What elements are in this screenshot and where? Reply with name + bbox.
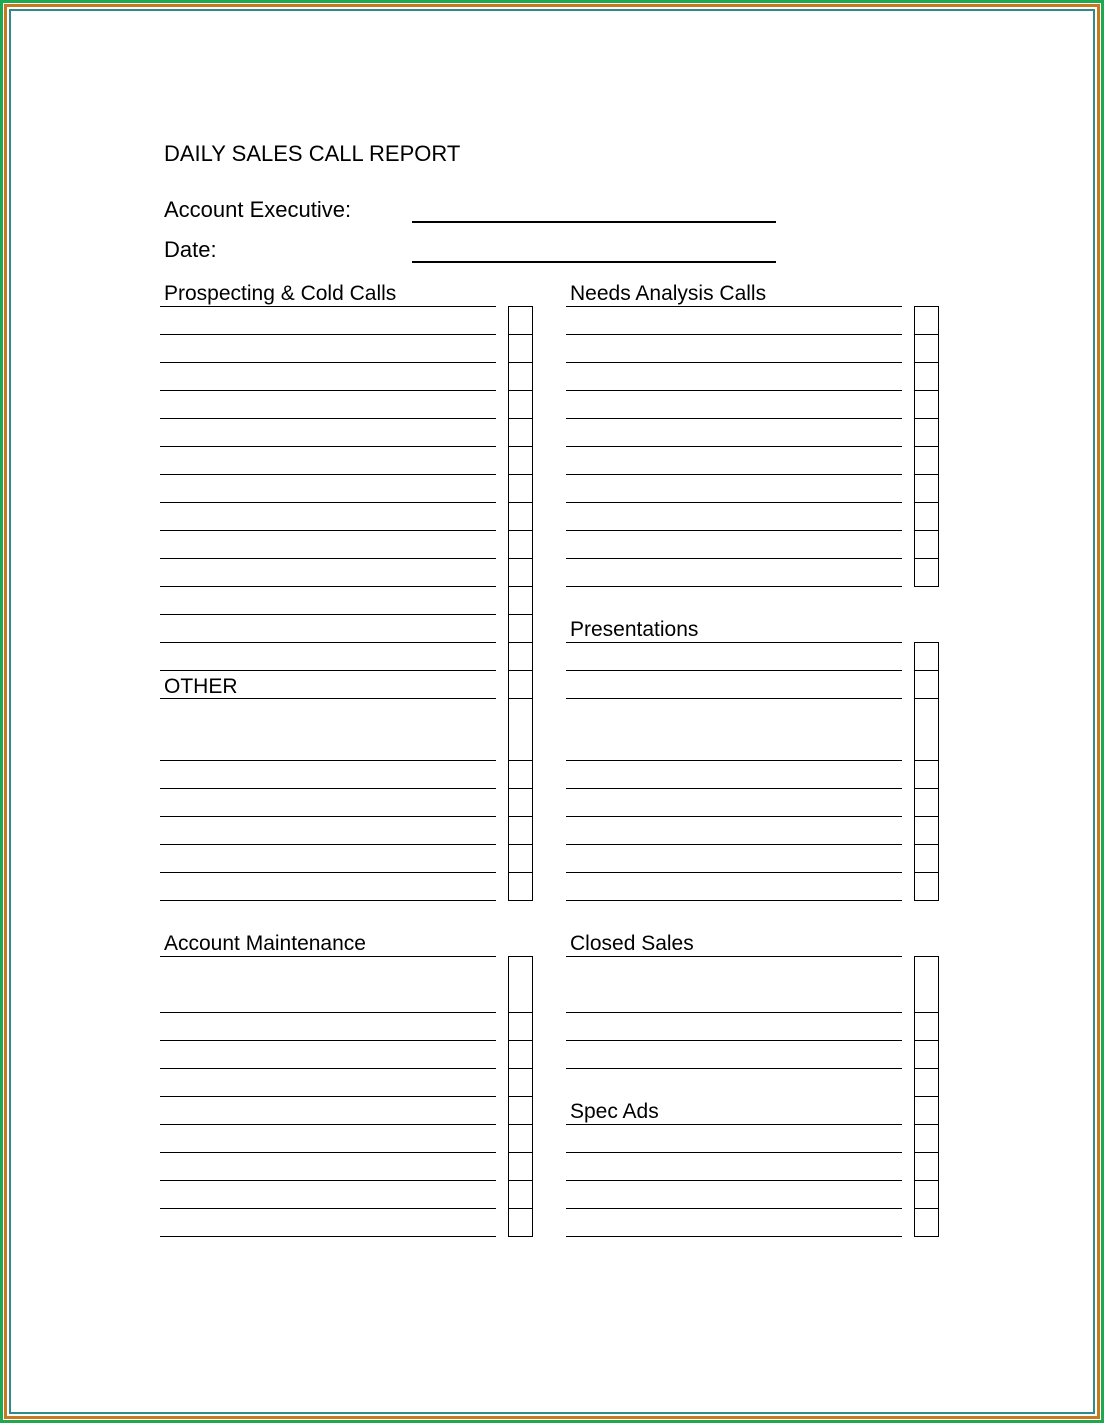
needs-analysis-writing-line[interactable] — [566, 446, 902, 447]
left-top-writing-line[interactable] — [160, 642, 496, 643]
account-maintenance-writing-line[interactable] — [160, 1040, 496, 1041]
left-top-writing-line[interactable] — [160, 502, 496, 503]
needs-analysis-checkbox[interactable] — [914, 362, 939, 391]
left-top-checkbox[interactable] — [508, 558, 533, 587]
presentations-writing-line[interactable] — [566, 642, 902, 643]
account-maintenance-checkbox[interactable] — [508, 1152, 533, 1181]
left-top-writing-line[interactable] — [160, 760, 496, 761]
left-top-writing-line[interactable] — [160, 788, 496, 789]
needs-analysis-writing-line[interactable] — [566, 362, 902, 363]
account-maintenance-checkbox[interactable] — [508, 1124, 533, 1153]
needs-analysis-writing-line[interactable] — [566, 502, 902, 503]
left-top-checkbox[interactable] — [508, 844, 533, 873]
left-top-checkbox[interactable] — [508, 446, 533, 475]
closed-sales-checkbox[interactable] — [914, 1096, 939, 1125]
needs-analysis-checkbox[interactable] — [914, 530, 939, 559]
presentations-checkbox[interactable] — [914, 698, 939, 761]
closed-sales-writing-line[interactable] — [566, 1208, 902, 1209]
closed-sales-writing-line[interactable] — [566, 1124, 902, 1125]
left-top-writing-line[interactable] — [160, 306, 496, 307]
needs-analysis-writing-line[interactable] — [566, 418, 902, 419]
needs-analysis-writing-line[interactable] — [566, 334, 902, 335]
needs-analysis-checkbox[interactable] — [914, 390, 939, 419]
needs-analysis-checkbox[interactable] — [914, 474, 939, 503]
needs-analysis-checkbox[interactable] — [914, 558, 939, 587]
closed-sales-checkbox[interactable] — [914, 1208, 939, 1237]
left-top-writing-line[interactable] — [160, 844, 496, 845]
account-maintenance-writing-line[interactable] — [160, 1152, 496, 1153]
left-top-writing-line[interactable] — [160, 362, 496, 363]
presentations-checkbox[interactable] — [914, 872, 939, 901]
presentations-writing-line[interactable] — [566, 844, 902, 845]
closed-sales-writing-line[interactable] — [566, 1040, 902, 1041]
left-top-checkbox[interactable] — [508, 530, 533, 559]
left-top-checkbox[interactable] — [508, 474, 533, 503]
account-maintenance-writing-line[interactable] — [160, 1180, 496, 1181]
closed-sales-checkbox[interactable] — [914, 1068, 939, 1097]
closed-sales-writing-line[interactable] — [566, 1012, 902, 1013]
account-maintenance-writing-line[interactable] — [160, 1096, 496, 1097]
left-top-writing-line[interactable] — [160, 614, 496, 615]
account-maintenance-writing-line[interactable] — [160, 1208, 496, 1209]
closed-sales-writing-line[interactable] — [566, 1152, 902, 1153]
presentations-checkbox[interactable] — [914, 844, 939, 873]
closed-sales-writing-line[interactable] — [566, 1236, 902, 1237]
needs-analysis-checkbox[interactable] — [914, 446, 939, 475]
closed-sales-checkbox[interactable] — [914, 956, 939, 1013]
left-top-checkbox[interactable] — [508, 788, 533, 817]
left-top-writing-line[interactable] — [160, 334, 496, 335]
closed-sales-writing-line[interactable] — [566, 956, 902, 957]
left-top-writing-line[interactable] — [160, 900, 496, 901]
presentations-writing-line[interactable] — [566, 698, 902, 699]
section-needs-analysis-title: Needs Analysis Calls — [570, 282, 767, 305]
presentations-writing-line[interactable] — [566, 816, 902, 817]
account-maintenance-writing-line[interactable] — [160, 1236, 496, 1237]
needs-analysis-checkbox[interactable] — [914, 418, 939, 447]
left-top-checkbox[interactable] — [508, 816, 533, 845]
needs-analysis-writing-line[interactable] — [566, 558, 902, 559]
presentations-writing-line[interactable] — [566, 788, 902, 789]
left-top-checkbox[interactable] — [508, 586, 533, 615]
needs-analysis-checkbox[interactable] — [914, 306, 939, 335]
left-top-checkbox[interactable] — [508, 698, 533, 761]
presentations-writing-line[interactable] — [566, 760, 902, 761]
left-top-checkbox[interactable] — [508, 760, 533, 789]
left-top-checkbox[interactable] — [508, 334, 533, 363]
account-executive-field[interactable] — [412, 221, 776, 223]
closed-sales-checkbox[interactable] — [914, 1152, 939, 1181]
left-top-writing-line[interactable] — [160, 586, 496, 587]
account-maintenance-writing-line[interactable] — [160, 956, 496, 957]
closed-sales-checkbox[interactable] — [914, 1124, 939, 1153]
left-top-checkbox[interactable] — [508, 872, 533, 901]
date-field[interactable] — [412, 261, 776, 263]
account-maintenance-checkbox[interactable] — [508, 1208, 533, 1237]
left-top-checkbox[interactable] — [508, 642, 533, 671]
left-top-writing-line[interactable] — [160, 474, 496, 475]
left-top-checkbox[interactable] — [508, 390, 533, 419]
left-top-writing-line[interactable] — [160, 558, 496, 559]
presentations-writing-line[interactable] — [566, 670, 902, 671]
closed-sales-checkbox[interactable] — [914, 1012, 939, 1041]
left-top-checkbox[interactable] — [508, 306, 533, 335]
left-top-writing-line[interactable] — [160, 530, 496, 531]
section-account-maintenance-title: Account Maintenance — [164, 932, 366, 955]
needs-analysis-writing-line[interactable] — [566, 530, 902, 531]
left-top-writing-line[interactable] — [160, 390, 496, 391]
account-executive-label: Account Executive: — [164, 197, 352, 222]
presentations-writing-line[interactable] — [566, 900, 902, 901]
date-label: Date: — [164, 237, 217, 262]
section-spec-ads-title: Spec Ads — [570, 1100, 659, 1123]
left-top-writing-line[interactable] — [160, 670, 496, 671]
presentations-writing-line[interactable] — [566, 872, 902, 873]
left-top-writing-line[interactable] — [160, 816, 496, 817]
closed-sales-writing-line[interactable] — [566, 1180, 902, 1181]
account-maintenance-checkbox[interactable] — [508, 1096, 533, 1125]
left-top-checkbox[interactable] — [508, 670, 533, 699]
section-closed-sales-title: Closed Sales — [570, 932, 694, 955]
left-top-checkbox[interactable] — [508, 418, 533, 447]
closed-sales-checkbox[interactable] — [914, 1040, 939, 1069]
needs-analysis-writing-line[interactable] — [566, 474, 902, 475]
account-maintenance-checkbox[interactable] — [508, 1040, 533, 1069]
account-maintenance-checkbox[interactable] — [508, 1012, 533, 1041]
presentations-checkbox[interactable] — [914, 788, 939, 817]
left-top-writing-line[interactable] — [160, 872, 496, 873]
closed-sales-checkbox[interactable] — [914, 1180, 939, 1209]
account-maintenance-checkbox[interactable] — [508, 956, 533, 1013]
closed-sales-writing-line[interactable] — [566, 1068, 902, 1069]
needs-analysis-writing-line[interactable] — [566, 306, 902, 307]
section-prospecting-title: Prospecting & Cold Calls — [164, 282, 397, 305]
needs-analysis-writing-line[interactable] — [566, 586, 902, 587]
presentations-checkbox[interactable] — [914, 816, 939, 845]
presentations-checkbox[interactable] — [914, 760, 939, 789]
account-maintenance-checkbox[interactable] — [508, 1068, 533, 1097]
needs-analysis-checkbox[interactable] — [914, 502, 939, 531]
section-other-title: OTHER — [164, 675, 238, 698]
left-top-checkbox[interactable] — [508, 502, 533, 531]
presentations-checkbox[interactable] — [914, 642, 939, 671]
account-maintenance-writing-line[interactable] — [160, 1124, 496, 1125]
left-top-writing-line[interactable] — [160, 698, 496, 699]
needs-analysis-writing-line[interactable] — [566, 390, 902, 391]
presentations-checkbox[interactable] — [914, 670, 939, 699]
account-maintenance-checkbox[interactable] — [508, 1180, 533, 1209]
account-maintenance-writing-line[interactable] — [160, 1068, 496, 1069]
left-top-writing-line[interactable] — [160, 446, 496, 447]
left-top-writing-line[interactable] — [160, 418, 496, 419]
report-title: DAILY SALES CALL REPORT — [164, 141, 461, 166]
section-presentations-title: Presentations — [570, 618, 699, 641]
account-maintenance-writing-line[interactable] — [160, 1012, 496, 1013]
needs-analysis-checkbox[interactable] — [914, 334, 939, 363]
left-top-checkbox[interactable] — [508, 362, 533, 391]
left-top-checkbox[interactable] — [508, 614, 533, 643]
